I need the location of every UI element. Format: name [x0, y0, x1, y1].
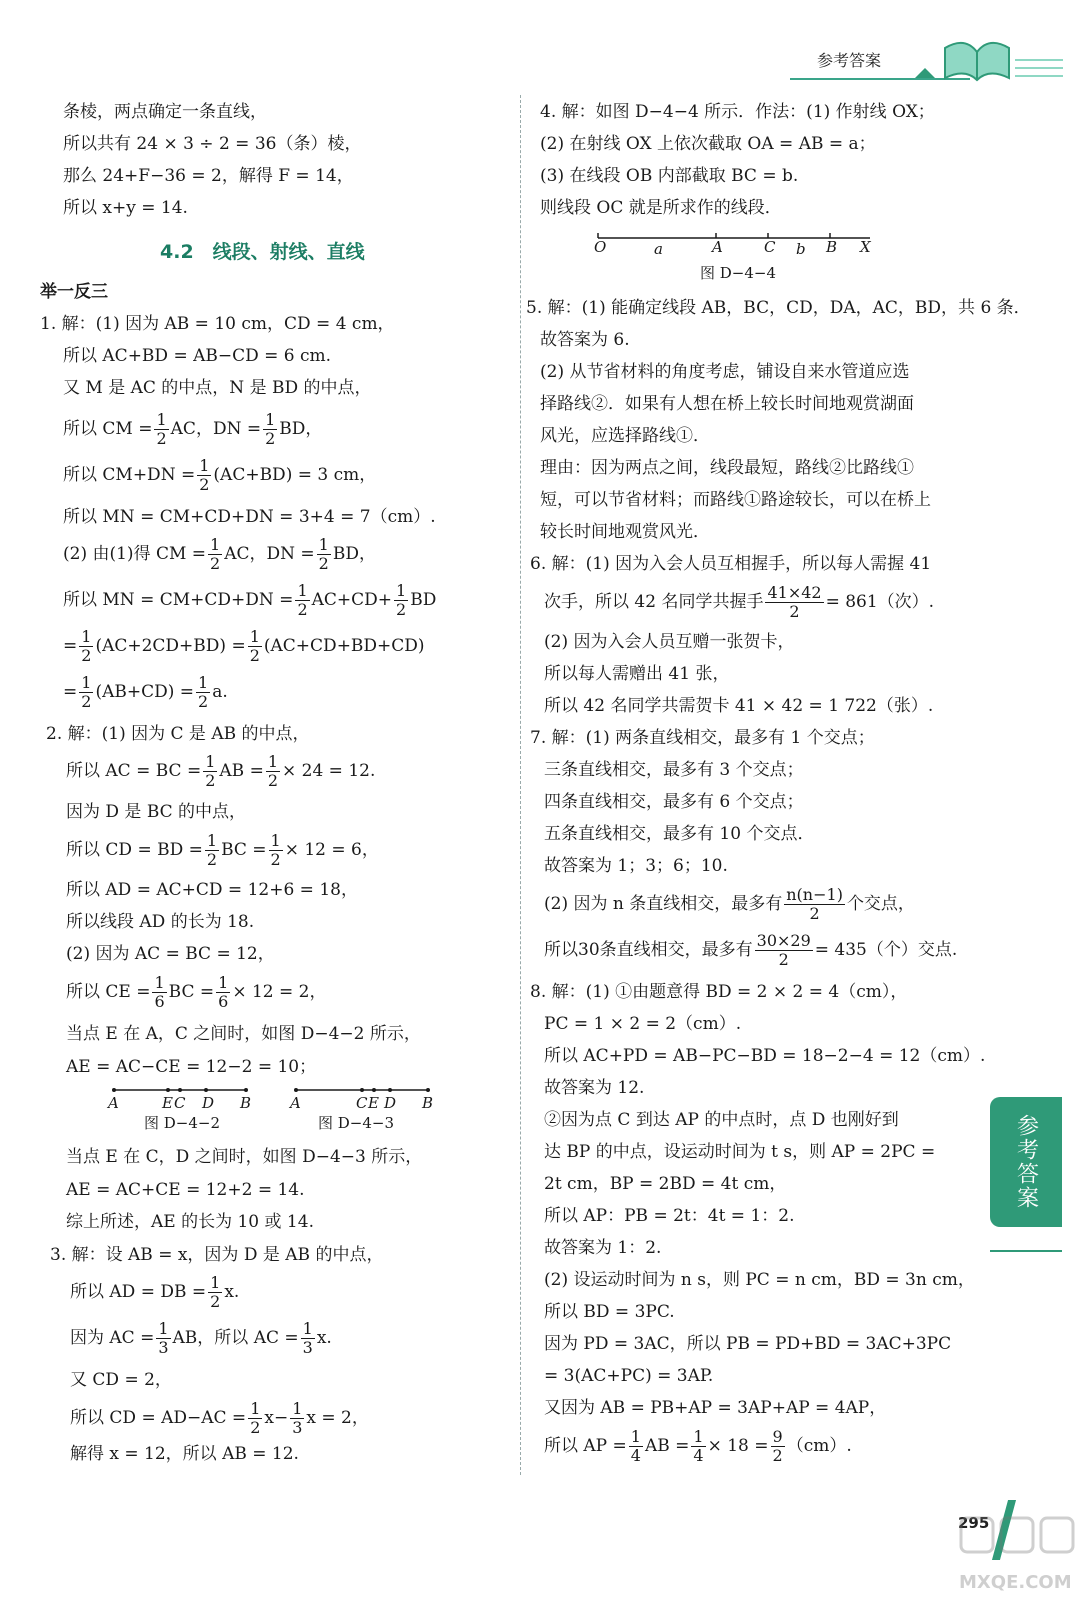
header-label: 参考答案	[817, 51, 882, 70]
text-line: (2) 从节省材料的角度考虑，铺设自来水管道应选	[540, 362, 910, 382]
text: (2) 因为 n 条直线相交，最多有	[544, 894, 783, 914]
fraction-denominator: 2	[270, 849, 281, 869]
fraction-denominator: 2	[81, 691, 92, 711]
figure-caption: 图 D−4−3	[318, 1114, 395, 1132]
formula-line	[70, 1394, 369, 1442]
fig-label-o: O	[594, 238, 607, 256]
text-line: 故答案为 1：2.	[544, 1238, 662, 1258]
text-line: 当点 E 在 C，D 之间时，如图 D−4−3 所示，	[66, 1147, 423, 1167]
text: 所以 AP =	[544, 1436, 627, 1456]
fraction-numerator: 1	[297, 580, 308, 600]
figure-caption: 图 D−4−4	[700, 264, 777, 282]
text-line: 4. 解：如图 D−4−4 所示．作法：(1) 作射线 OX；	[540, 102, 935, 122]
fraction	[765, 584, 823, 621]
fraction	[691, 1428, 705, 1465]
text-line: 故答案为 12.	[544, 1078, 645, 1098]
fraction-denominator: 2	[250, 1417, 261, 1437]
text: (AC+2CD+BD) =	[95, 636, 246, 656]
text: AC，DN =	[170, 419, 262, 439]
fraction-numerator: 1	[199, 455, 210, 475]
point-d	[204, 1088, 208, 1092]
fig-label-d: D	[384, 1094, 397, 1112]
fraction-denominator: 2	[789, 601, 800, 621]
figure-caption: 图 D−4−2	[144, 1114, 221, 1132]
fraction-denominator: 2	[297, 599, 308, 619]
fraction	[197, 457, 211, 494]
text-line: (2) 设运动时间为 n s，则 PC = n cm，BD = 3n cm，	[544, 1270, 975, 1290]
text-line: 所以线段 AD 的长为 18.	[66, 912, 255, 932]
page-number: 295	[958, 1514, 990, 1532]
fraction-numerator: 1	[198, 672, 209, 692]
text-line: 理由：因为两点之间，线段最短，路线②比路线①	[540, 458, 914, 478]
text: AC+CD+	[311, 590, 393, 610]
point-b	[426, 1088, 430, 1092]
formula-line	[66, 747, 375, 795]
fraction-numerator: 1	[693, 1426, 704, 1446]
text: x.	[316, 1328, 332, 1348]
text: 所以 CD = AD−AC =	[70, 1408, 247, 1428]
fraction	[269, 832, 283, 869]
text: 所以 MN = CM+CD+DN =	[63, 590, 294, 610]
fraction-numerator: 1	[210, 1272, 221, 1292]
fraction-denominator: 6	[154, 991, 165, 1011]
point-e	[372, 1088, 376, 1092]
fraction-denominator: 3	[158, 1337, 169, 1357]
fraction	[629, 1428, 643, 1465]
formula-line	[66, 968, 326, 1016]
fraction-denominator: 2	[778, 949, 789, 969]
text-line: AE = AC+CE = 12+2 = 14.	[66, 1180, 305, 1200]
fraction-denominator: 2	[265, 428, 276, 448]
fraction-denominator: 2	[318, 553, 329, 573]
point-c	[178, 1088, 182, 1092]
text: 所以 CM =	[63, 419, 153, 439]
watermark-text: MXQE.COM	[959, 1572, 1072, 1593]
text: 所以 AD = DB =	[70, 1282, 207, 1302]
fraction-numerator: 1	[292, 1398, 303, 1418]
text: 个交点，	[846, 894, 915, 914]
text: （cm）.	[786, 1436, 852, 1456]
fig-label-c: C	[174, 1094, 186, 1112]
text: 因为 AC =	[70, 1328, 155, 1348]
fraction	[317, 536, 331, 573]
text-line: ②因为点 C 到达 AP 的中点时，点 D 也刚好到	[544, 1110, 899, 1130]
text: x−	[264, 1408, 289, 1428]
fraction	[208, 536, 222, 573]
text-line: (2) 因为 AC = BC = 12，	[66, 944, 275, 964]
text-line: 所以 x+y = 14.	[63, 198, 188, 218]
fraction-numerator: n(n−1)	[786, 884, 843, 904]
fraction-numerator: 1	[158, 1318, 169, 1338]
fraction-numerator: 1	[267, 751, 278, 771]
text-line: 6. 解：(1) 因为入会人员互相握手，所以每人需握 41	[530, 554, 932, 574]
fraction	[295, 582, 309, 619]
fraction-denominator: 2	[249, 645, 260, 665]
fraction-numerator: 1	[218, 972, 229, 992]
fraction-denominator: 3	[302, 1337, 313, 1357]
fig-label-d: D	[202, 1094, 215, 1112]
formula-line	[544, 578, 934, 626]
text-line: 四条直线相交，最多有 6 个交点；	[544, 792, 804, 812]
text: 所以 CM+DN =	[63, 465, 196, 485]
fraction-denominator: 2	[198, 691, 209, 711]
formula-line	[544, 926, 957, 974]
text: × 12 = 2，	[232, 982, 327, 1002]
formula-line	[63, 405, 322, 453]
fraction-numerator: 1	[396, 580, 407, 600]
fraction	[248, 628, 262, 665]
fraction-numerator: 1	[210, 534, 221, 554]
text: (AB+CD) =	[95, 682, 195, 702]
formula-line	[63, 622, 425, 670]
fraction	[79, 628, 93, 665]
text-line: 所以 AC+BD = AB−CD = 6 cm.	[63, 346, 332, 366]
fraction	[263, 411, 277, 448]
fraction-denominator: 6	[218, 991, 229, 1011]
fraction-denominator: 4	[630, 1445, 641, 1465]
side-rule	[990, 1250, 1062, 1252]
fraction-numerator: 1	[81, 672, 92, 692]
text-line: 那么 24+F−36 = 2，解得 F = 14，	[63, 166, 354, 186]
subsection-title: 举一反三	[40, 282, 108, 302]
text: AB =	[219, 761, 264, 781]
text-line: 较长时间地观赏风光．	[540, 522, 710, 542]
text-line: 三条直线相交，最多有 3 个交点；	[544, 760, 804, 780]
text-line: 又 CD = 2，	[70, 1370, 172, 1390]
text: BD	[410, 590, 437, 610]
text: BD，	[332, 544, 376, 564]
text-line: 又 M 是 AC 的中点，N 是 BD 的中点，	[63, 378, 372, 398]
fraction-numerator: 30×29	[756, 930, 811, 950]
fig-label-x: X	[860, 238, 871, 256]
fraction	[771, 1428, 785, 1465]
text-line: 所以 42 名同学共需贺卡 41 × 42 = 1 722（张）.	[544, 696, 934, 716]
text-line: 所以共有 24 × 3 ÷ 2 = 36（条）棱，	[63, 134, 362, 154]
formula-line	[544, 880, 915, 928]
fig-label-b: B	[826, 238, 838, 256]
text: = 861（次）.	[825, 592, 935, 612]
fraction-numerator: 1	[81, 626, 92, 646]
fraction-denominator: 4	[693, 1445, 704, 1465]
formula-line	[63, 451, 376, 499]
point-a	[294, 1088, 298, 1092]
text-line: 故答案为 1；3；6；10.	[544, 856, 728, 876]
fraction-denominator: 2	[156, 428, 167, 448]
text-line: 故答案为 6.	[540, 330, 630, 350]
fig-label-e: E	[162, 1094, 173, 1112]
fraction-numerator: 1	[302, 1318, 313, 1338]
fraction-denominator: 2	[396, 599, 407, 619]
fraction-denominator: 2	[772, 1445, 783, 1465]
fig-label-e: E	[368, 1094, 379, 1112]
fraction	[203, 753, 217, 790]
fraction	[79, 674, 93, 711]
text-line: (3) 在线段 OB 内部截取 BC = b.	[540, 166, 799, 186]
fraction-numerator: 1	[630, 1426, 641, 1446]
fraction	[784, 886, 845, 923]
formula-line	[63, 576, 436, 624]
fig-label-c: C	[764, 238, 776, 256]
fraction	[394, 582, 408, 619]
text-line: 择路线②．如果有人想在桥上较长时间地观赏湖面	[540, 394, 914, 414]
fraction-numerator: 1	[154, 972, 165, 992]
fraction	[196, 674, 210, 711]
text-line: 3. 解：设 AB = x，因为 D 是 AB 的中点，	[50, 1245, 384, 1265]
text-line: PC = 1 × 2 = 2（cm）.	[544, 1014, 742, 1034]
fraction	[266, 753, 280, 790]
fig-label-a-lower: a	[654, 240, 663, 258]
watermark-logo	[955, 1508, 1080, 1598]
text: AB =	[644, 1436, 690, 1456]
text-line: 解得 x = 12，所以 AB = 12.	[70, 1444, 299, 1464]
text: 次手，所以 42 名同学共握手	[544, 592, 764, 612]
text: =	[63, 636, 78, 656]
fraction-numerator: 1	[318, 534, 329, 554]
text-line: 2t cm，BP = 2BD = 4t cm，	[544, 1174, 787, 1194]
fig-label-b: B	[422, 1094, 434, 1112]
text: x.	[224, 1282, 240, 1302]
point-e	[166, 1088, 170, 1092]
text-line: (2) 因为入会人员互赠一张贺卡，	[544, 632, 795, 652]
text: × 12 = 6，	[284, 840, 379, 860]
text-line: 所以 BD = 3PC.	[544, 1302, 675, 1322]
text-line: 所以 AD = AC+CD = 12+6 = 18，	[66, 880, 358, 900]
fraction-numerator: 1	[249, 626, 260, 646]
fraction-numerator: 1	[206, 830, 218, 850]
point-b	[244, 1088, 248, 1092]
text-line: 达 BP 的中点，设运动时间为 t s，则 AP = 2PC =	[544, 1142, 936, 1162]
fraction-denominator: 2	[205, 770, 216, 790]
figure-d-4-4	[590, 230, 890, 250]
fraction	[755, 932, 813, 969]
text: BC =	[168, 982, 215, 1002]
text-line: 8. 解：(1) ①由题意得 BD = 2 × 2 = 4（cm），	[530, 982, 908, 1002]
fraction	[156, 1320, 170, 1357]
fraction	[205, 832, 219, 869]
fraction-denominator: 2	[210, 553, 221, 573]
fraction-denominator: 2	[206, 849, 218, 869]
text: = 435（个）交点.	[814, 940, 958, 960]
text: 所以30条直线相交，最多有	[544, 940, 753, 960]
text: AB，所以 AC =	[172, 1328, 299, 1348]
formula-line	[70, 1314, 332, 1362]
text-line: 7. 解：(1) 两条直线相交，最多有 1 个交点；	[530, 728, 875, 748]
fraction-numerator: 1	[156, 409, 167, 429]
text: (AC+BD) = 3 cm，	[213, 465, 377, 485]
fig-label-a: A	[108, 1094, 119, 1112]
fraction-denominator: 2	[199, 474, 210, 494]
fraction-denominator: 2	[267, 770, 278, 790]
text: BD，	[279, 419, 323, 439]
point-c	[360, 1088, 364, 1092]
point-a	[112, 1088, 116, 1092]
fraction	[216, 974, 230, 1011]
text-line: 条棱，两点确定一条直线，	[63, 102, 267, 122]
formula-line	[63, 668, 228, 716]
text: × 18 =	[707, 1436, 769, 1456]
fraction-denominator: 2	[81, 645, 92, 665]
text-line: 短，可以节省材料；而路线①路途较长，可以在桥上	[540, 490, 931, 510]
formula-line	[70, 1268, 239, 1316]
section-title: 4.2 线段、射线、直线	[160, 241, 365, 263]
text-line: 所以每人需赠出 41 张，	[544, 664, 730, 684]
fraction-denominator: 2	[809, 903, 820, 923]
text-line: 5. 解：(1) 能确定线段 AB，BC，CD，DA，AC，BD，共 6 条．	[526, 298, 1031, 318]
text-line: (2) 在射线 OX 上依次截取 OA = AB = a；	[540, 134, 876, 154]
fraction-denominator: 2	[210, 1291, 221, 1311]
text: 所以 AC = BC =	[66, 761, 202, 781]
text-line: = 3(AC+PC) = 3AP.	[544, 1366, 714, 1386]
fraction-numerator: 1	[270, 830, 281, 850]
text: (2) 由(1)得 CM =	[63, 544, 207, 564]
fraction	[208, 1274, 222, 1311]
fig-label-a: A	[290, 1094, 301, 1112]
formula-line	[544, 1422, 852, 1470]
text-line: 综上所述，AE 的长为 10 或 14.	[66, 1212, 314, 1232]
point-d	[388, 1088, 392, 1092]
text: AC，DN =	[224, 544, 315, 564]
text-line: 五条直线相交，最多有 10 个交点．	[544, 824, 815, 844]
text-line: 所以 AC+PD = AB−PC−BD = 18−2−4 = 12（cm）.	[544, 1046, 986, 1066]
fraction-numerator: 1	[205, 751, 216, 771]
text: 所以 CE =	[66, 982, 151, 1002]
text-line: 因为 D 是 BC 的中点，	[66, 802, 247, 822]
column-divider	[520, 95, 521, 1475]
text-line: 所以 AP：PB = 2t：4t = 1：2.	[544, 1206, 795, 1226]
text: x = 2，	[306, 1408, 369, 1428]
fraction-numerator: 9	[772, 1426, 783, 1446]
fraction-numerator: 1	[250, 1398, 261, 1418]
text-line: 2. 解：(1) 因为 C 是 AB 的中点，	[46, 724, 310, 744]
text-line: 所以 MN = CM+CD+DN = 3+4 = 7（cm）.	[63, 507, 436, 527]
book-emblem-icon	[915, 38, 1065, 84]
text: × 24 = 12.	[282, 761, 376, 781]
text-line: 1. 解：(1) 因为 AB = 10 cm，CD = 4 cm，	[40, 314, 395, 334]
fig-label-b: B	[240, 1094, 252, 1112]
fraction	[154, 411, 168, 448]
side-tab-answers: 参考答案	[990, 1097, 1062, 1227]
formula-line	[63, 530, 376, 578]
text: 所以 CD = BD =	[66, 840, 203, 860]
fraction-denominator: 3	[292, 1417, 303, 1437]
fraction	[301, 1320, 315, 1357]
fig-label-b-lower: b	[796, 240, 806, 258]
text-line: 当点 E 在 A，C 之间时，如图 D−4−2 所示，	[66, 1024, 421, 1044]
fig-label-c: C	[356, 1094, 368, 1112]
text: (AC+CD+BD+CD)	[263, 636, 425, 656]
text: a.	[212, 682, 228, 702]
fraction	[248, 1400, 262, 1437]
text: BC =	[221, 840, 267, 860]
text-line: AE = AC−CE = 12−2 = 10；	[66, 1057, 317, 1077]
text-line: 因为 PD = 3AC，所以 PB = PD+BD = 3AC+3PC	[544, 1334, 952, 1354]
formula-line	[66, 826, 379, 874]
fraction	[152, 974, 166, 1011]
fraction-numerator: 1	[265, 409, 276, 429]
text-line: 又因为 AB = PB+AP = 3AP+AP = 4AP，	[544, 1398, 887, 1418]
text-line: 风光，应选择路线①．	[540, 426, 710, 446]
fraction	[290, 1400, 304, 1437]
text: =	[63, 682, 78, 702]
fig-label-a: A	[712, 238, 723, 256]
fraction-numerator: 41×42	[767, 582, 822, 602]
text-line: 则线段 OC 就是所求作的线段．	[540, 198, 782, 218]
